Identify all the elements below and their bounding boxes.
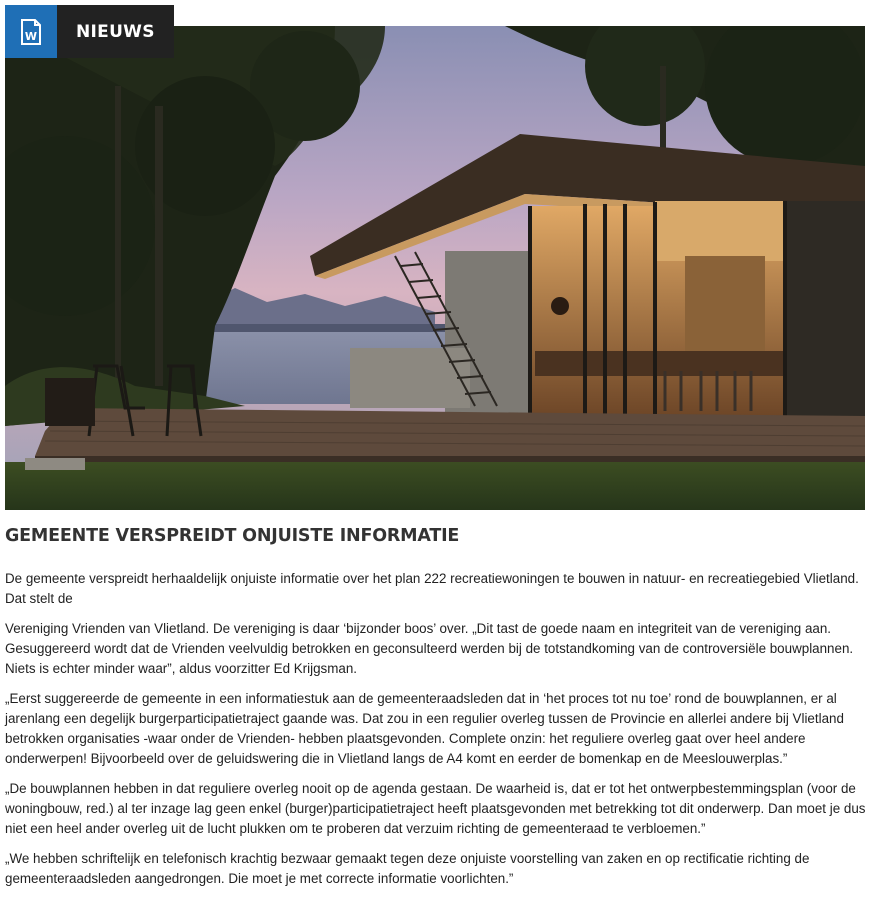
article-paragraph: „We hebben schriftelijk en telefonisch krachtig bezwaar gemaakt tegen deze onjuiste voorstelling van zaken en op rectificatie richting de gemeenteraadsleden aangedrongen. Die moet je met correcte informatie voorlichten.”: [5, 851, 810, 886]
hero-image: [5, 26, 865, 510]
category-label: NIEUWS: [57, 5, 174, 58]
category-badge[interactable]: [5, 5, 174, 58]
article-body: [5, 569, 867, 899]
document-logo-icon: [5, 5, 57, 58]
article-paragraph: „De bouwplannen hebben in dat reguliere overleg nooit op de agenda gestaan. De waarheid is, dat er tot het ontwerpbestemmingsplan (voor de woningbouw, red.) al ter inzage lag geen enkel (burger)participatietraject heeft plaatsgevonden met betrekking tot dit onderwerp. Dan moet je dus niet een heel ander overleg uit de lucht plukken om te proberen dat verzuim richting de gemeenteraad te verbloemen.”: [5, 781, 866, 836]
article-paragraph: Vereniging Vrienden van Vlietland. De vereniging is daar ‘bijzonder boos’ over. „Dit tast de goede naam en integriteit van de vereniging aan. Gesuggereerd wordt dat de Vrienden veelvuldig betrokken en geconsulteerd werden bij de totstandkoming van de controversiële bouwplannen. Niets is echter minder waar”, aldus voorzitter Ed Krijgsman.: [5, 621, 854, 676]
article-paragraph: „Eerst suggereerde de gemeente in een informatiestuk aan de gemeenteraadsleden dat in ‘het proces tot nu toe’ rond de bouwplannen, er al jarenlang een degelijk burgerparticipatietraject gaande was. Dat zou in een regulier overleg tussen de Provincie en allerlei andere bij Vlietland betrokken organisaties -waar onder de Vrienden- hebben plaatsgevonden. Complete onzin: het reguliere overleg gaat over heel andere onderwerpen! Bijvoorbeeld over de geluidswering die in Vlietland langs de A4 komt en eerder de bomenkap en de Meeslouwerplas.”: [5, 691, 844, 766]
article-paragraph: De gemeente verspreidt herhaaldelijk onjuiste informatie over het plan 222 recreatiewoningen te bouwen in natuur- en recreatiegebied Vlietland. Dat stelt de: [5, 571, 859, 606]
article-title: GEMEENTE VERSPREIDT ONJUISTE INFORMATIE: [5, 526, 460, 546]
svg-text:W: W: [24, 29, 38, 43]
